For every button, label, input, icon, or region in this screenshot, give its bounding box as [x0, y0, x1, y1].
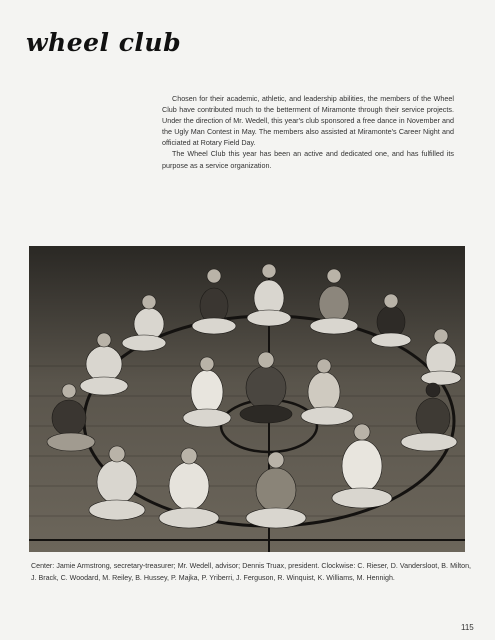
- group-photo: [29, 246, 465, 552]
- page-number: 115: [461, 623, 474, 632]
- intro-text: [162, 93, 454, 171]
- intro-paragraph-2: The Wheel Club this year has been an active and dedicated one, and has fulfilled its purpose as a service organization.: [162, 149, 454, 170]
- intro-paragraph-1: Chosen for their academic, athletic, and leadership abilities, the members of the Wheel Club have contributed much to the betterment of Miramonte through their service projects. Under the direction of Mr. Wedell, this year's club sponsored a free dance in November and the Ugly Man Contest in May. The members also assisted at Miramonte's Career Night and officiated at Rotary Field Day.: [162, 94, 454, 148]
- photo-caption: Center: Jamie Armstrong, secretary-treasurer; Mr. Wedell, advisor; Dennis Truax, president. Clockwise: C. Rieser, D. Vandersloot, B. Milton, J. Brack, C. Woodard, M. Reiley, B. Hussey, P. Majka, P. Yriberri, J. Ferguson, R. Winquist, K. Williams, M. Hennigh.: [31, 562, 471, 582]
- page-title: wheel club: [26, 28, 182, 57]
